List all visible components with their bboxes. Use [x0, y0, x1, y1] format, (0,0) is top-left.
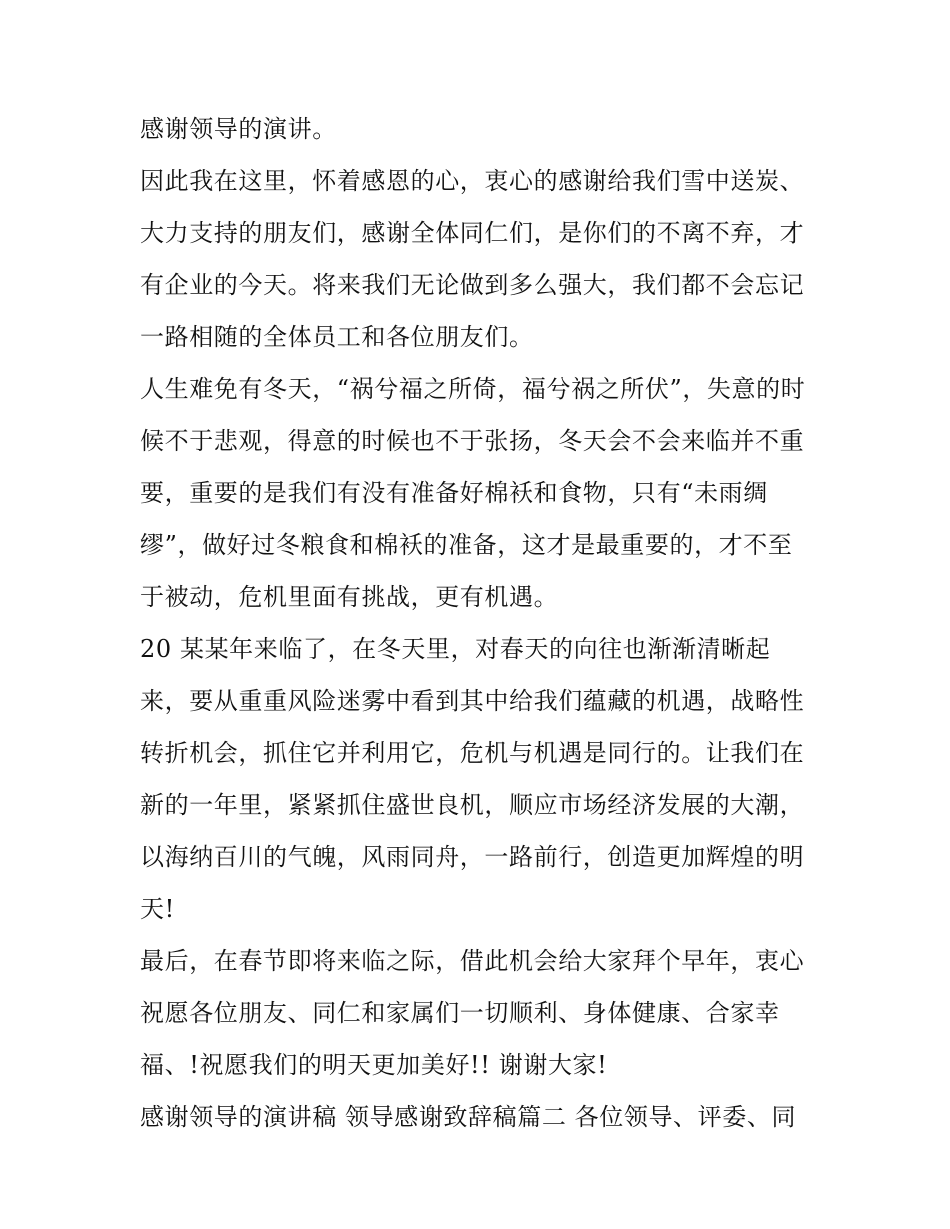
text-line: 新的一年里，紧紧抓住盛世良机，顺应市场经济发展的大潮，: [140, 791, 805, 819]
text-line: 转折机会，抓住它并利用它，危机与机遇是同行的。让我们在: [140, 739, 805, 767]
text-line: 有企业的今天。将来我们无论做到多么强大，我们都不会忘记: [140, 271, 805, 299]
text-line: 天!: [140, 895, 175, 923]
text-line: 感谢领导的演讲稿 领导感谢致辞稿篇二 各位领导、评委、同: [140, 1103, 797, 1131]
text-line: 福、!祝愿我们的明天更加美好!! 谢谢大家!: [140, 1051, 608, 1079]
text-line: 大力支持的朋友们，感谢全体同仁们，是你们的不离不弃，才: [140, 219, 805, 247]
text-line: 感谢领导的演讲。: [140, 115, 337, 143]
text-line: 要，重要的是我们有没有准备好棉袄和食物，只有“未雨绸: [140, 479, 768, 507]
text-line: 祝愿各位朋友、同仁和家属们一切顺利、身体健康、合家幸: [140, 999, 780, 1027]
text-line: 人生难免有冬天，“祸兮福之所倚，福兮祸之所伏”，失意的时: [140, 375, 806, 403]
text-line: 候不于悲观，得意的时候也不于张扬，冬天会不会来临并不重: [140, 427, 805, 455]
text-line: 一路相随的全体员工和各位朋友们。: [140, 323, 534, 351]
text-line: 缪”，做好过冬粮食和棉袄的准备，这才是最重要的，才不至: [140, 531, 793, 559]
text-line: 来，要从重重风险迷雾中看到其中给我们蕴藏的机遇，战略性: [140, 687, 805, 715]
text-line: 于被动，危机里面有挑战，更有机遇。: [140, 583, 559, 611]
text-line: 以海纳百川的气魄，风雨同舟，一路前行，创造更加辉煌的明: [140, 843, 805, 871]
text-line: 最后，在春节即将来临之际，借此机会给大家拜个早年，衷心: [140, 947, 805, 975]
text-line: 因此我在这里，怀着感恩的心，衷心的感谢给我们雪中送炭、: [140, 167, 805, 195]
text-line: 20 某某年来临了，在冬天里，对春天的向往也渐渐清晰起: [140, 635, 771, 663]
